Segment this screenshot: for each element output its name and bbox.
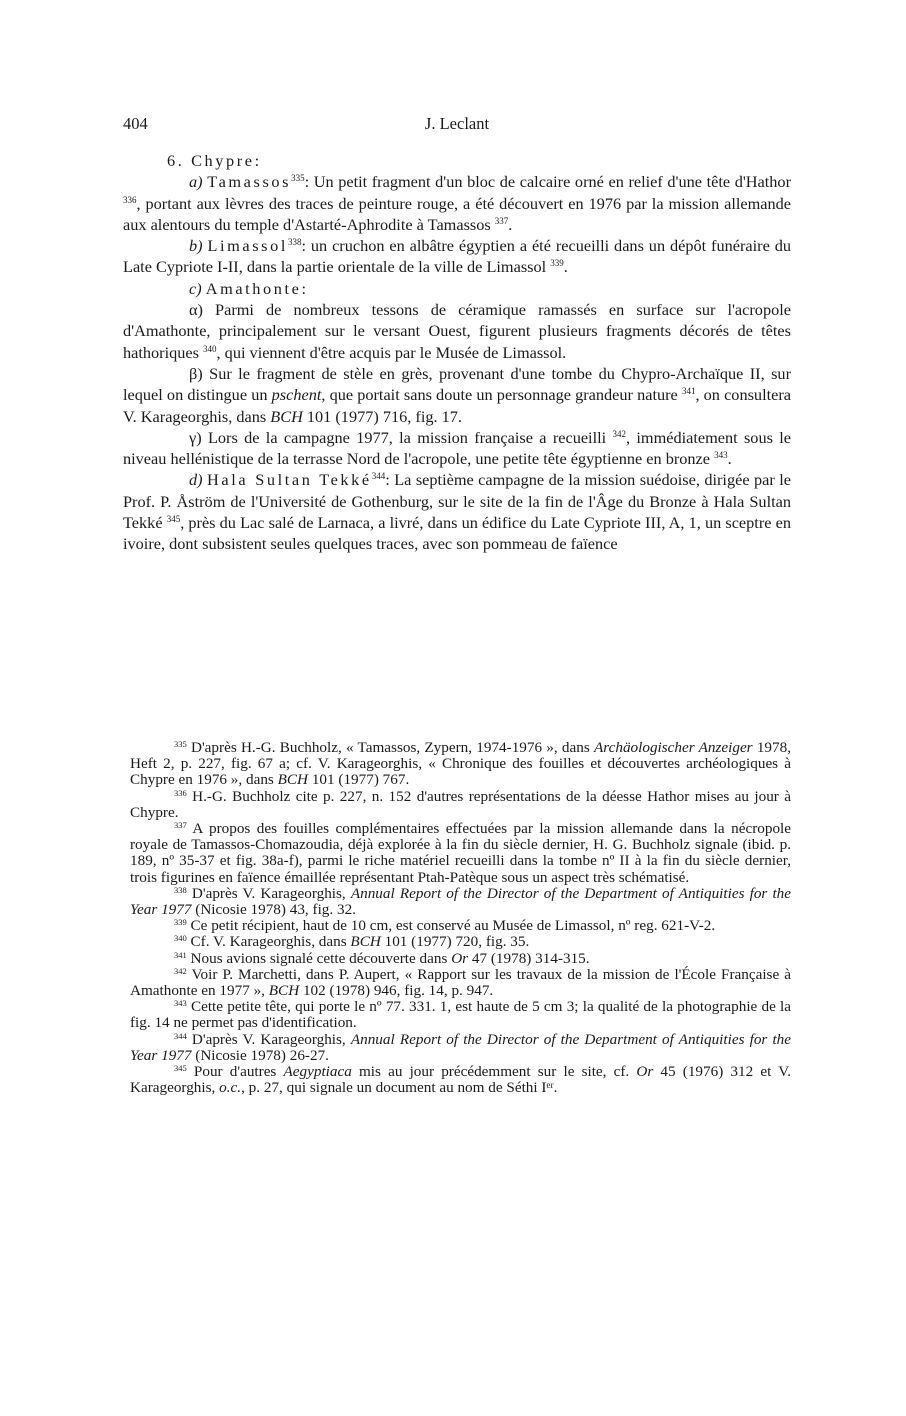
footnote-ref[interactable]: 335 <box>291 173 305 184</box>
footnote-ref[interactable]: 339 <box>550 258 564 269</box>
italic-run: Or <box>636 1063 654 1081</box>
footnote-ref[interactable]: 344 <box>371 471 386 482</box>
footnote-335 <box>130 740 791 789</box>
text-run: 47 (1978) 314-315. <box>468 949 590 967</box>
text-run: 45 (1976) 312 et V. Karageorghis, <box>130 1063 792 1097</box>
footnote-341 <box>130 951 791 967</box>
footnote-number: 345 <box>174 1063 187 1074</box>
footnote-number: 339 <box>174 917 187 928</box>
text-run: H.-G. Buchholz cite p. 227, n. 152 d'autres représentations de la déesse Hathor mises au jour à Chypre. <box>130 787 791 821</box>
footnotes <box>130 740 791 1096</box>
text-run: 101 (1977) 716, fig. 17. <box>302 406 463 426</box>
item-label: γ) <box>189 427 202 447</box>
text-run: Ce petit récipient, haut de 10 cm, est conservé au Musée de Limassol, nº reg. 621-V-2. <box>186 917 716 935</box>
footnote-ref[interactable]: 345 <box>166 514 181 525</box>
footnote-number: 344 <box>174 1030 187 1041</box>
text-run: , immédiatement sous le niveau hellénistique de la terrasse Nord de l'acropole, une petite tête égyptienne en bronze <box>123 427 791 469</box>
text-run: , on consultera V. Karageorghis, dans <box>123 385 791 426</box>
text-run: . <box>727 449 732 469</box>
footnote-345 <box>130 1064 791 1096</box>
paragraph-a <box>123 171 791 235</box>
main-text <box>123 150 791 555</box>
footnote-337 <box>130 821 791 886</box>
text-run: Cf. V. Karageorghis, dans <box>186 933 351 951</box>
italic-run: Or <box>451 949 469 967</box>
text-run: 1978, Heft 2, p. 227, fig. 67 a; cf. V. Karageorghis, « Chronique des fouilles et découvertes archéologiques à Chypre en 1976 », dans <box>130 739 791 789</box>
text-run: Sur le fragment de stèle en grès, provenant d'une tombe du Chypro-Archaïque II, sur lequel on distingue un <box>123 363 791 405</box>
paragraph-b <box>123 235 791 278</box>
place-name: Hala Sultan Tekké <box>207 470 372 490</box>
footnote-ref[interactable]: 338 <box>287 237 302 248</box>
italic-run: Annual Report of the Director of the Department of Antiquities for the Year 1977 <box>130 1030 791 1064</box>
footnote-ref[interactable]: 340 <box>203 343 217 354</box>
footnote-number: 342 <box>174 965 187 976</box>
text-run: D'après H.-G. Buchholz, « Tamassos, Zypern, 1974-1976 », dans <box>186 739 594 756</box>
footnote-342 <box>130 967 791 999</box>
place-name: Tamassos <box>207 172 292 192</box>
text-run: . <box>508 214 513 234</box>
footnote-ref[interactable]: 342 <box>612 428 626 439</box>
text-run: , près du Lac salé de Larnaca, a livré, dans un édifice du Late Cypriote III, A, 1, un sceptre en ivoire, dont subsistent seules quelques traces, avec son pommeau de faïence <box>123 513 791 554</box>
text-run: Nous avions signalé cette découverte dans <box>186 949 452 967</box>
footnote-number: 343 <box>174 998 187 1009</box>
footnote-338 <box>130 886 791 918</box>
footnote-ref[interactable]: 343 <box>714 450 728 461</box>
text-run: , p. 27, qui signale un document au nom de Séthi Iᵉʳ. <box>241 1079 558 1097</box>
italic-run: Archäologischer Anzeiger <box>593 739 753 756</box>
footnote-number: 335 <box>174 739 187 749</box>
item-label: b) <box>189 236 203 256</box>
text-run: 101 (1977) 767. <box>308 771 410 789</box>
text-run: , qui viennent d'être acquis par le Musée de Limassol. <box>216 342 567 362</box>
text-run: , portant aux lèvres des traces de peinture rouge, a été découvert en 1976 par la mission allemande aux alentours du temple d'Astarté-Aphrodite à Tamassos <box>123 193 791 234</box>
page-number: 404 <box>123 114 148 133</box>
paragraph-c-alpha <box>123 299 791 363</box>
place-name: Amathonte <box>205 278 302 298</box>
item-label: d) <box>189 470 203 490</box>
italic-run: pschent <box>271 385 322 405</box>
running-author: J. Leclant <box>424 114 490 133</box>
footnote-number: 341 <box>174 949 187 960</box>
footnote-340 <box>130 934 791 950</box>
text-run: 101 (1977) 720, fig. 35. <box>380 933 530 951</box>
text-run: Cette petite tête, qui porte le nº 77. 331. 1, est haute de 5 cm 3; la qualité de la photographie de la fig. 14 ne permet pas d'identification. <box>130 998 791 1032</box>
paragraph-d <box>123 469 791 554</box>
paragraph-c-beta <box>123 363 791 427</box>
text-run: : La septième campagne de la mission suédoise, dirigée par le Prof. P. Åström de l'Université de Gothenburg, sur le site de la fin de l'Âge du Bronze à Hala Sultan Tekké <box>123 470 792 533</box>
item-label: a) <box>189 172 203 192</box>
text-run: A propos des fouilles complémentaires effectuées par la mission allemande dans la nécropole royale de Tamassos-Chomazoudia, déjà explorée à la fin du siècle dernier, H. G. Buchholz signale (ibid. p. 189, nº 35-37 et fig. 38a-f), parmi le riche matériel recueilli dans la tombe nº II à la fin du siècle dernier, trois figurines en faïence émaillée représentant Ptah-Patèque sous un aspect très schématisé. <box>130 820 791 886</box>
italic-run: Aegyptiaca <box>283 1063 352 1081</box>
italic-run: BCH <box>270 406 303 426</box>
italic-run: BCH <box>350 933 381 951</box>
text-run: . <box>563 257 568 277</box>
italic-run: o.c. <box>219 1079 242 1097</box>
footnote-ref[interactable]: 341 <box>681 386 696 397</box>
text-run: Lors de la campagne 1977, la mission française a recueilli <box>207 427 613 447</box>
italic-run: BCH <box>277 771 309 789</box>
text-run: , que portait sans doute un personnage grandeur nature <box>321 385 682 405</box>
text-run: mis au jour précédemment sur le site, cf. <box>351 1063 637 1081</box>
footnote-number: 337 <box>174 820 187 831</box>
footnote-number: 340 <box>174 933 187 944</box>
place-name: Limassol <box>207 236 288 256</box>
section-heading <box>123 150 791 171</box>
footnote-ref[interactable]: 337 <box>494 215 509 226</box>
footnote-ref[interactable]: 336 <box>123 194 137 205</box>
text-run: Voir P. Marchetti, dans P. Aupert, « Rapport sur les travaux de la mission de l'École Française à Amathonte en 1977 », <box>130 965 791 1000</box>
footnote-number: 338 <box>174 884 187 895</box>
footnote-344 <box>130 1032 791 1064</box>
text-run: Pour d'autres <box>186 1063 284 1081</box>
paragraph-c-gamma <box>123 427 791 470</box>
footnote-343 <box>130 999 791 1031</box>
text-run: (Nicosie 1978) 26-27. <box>191 1046 329 1064</box>
item-label: α) <box>189 300 203 320</box>
footnote-number: 336 <box>174 787 187 798</box>
text-run: D'après V. Karageorghis, <box>186 884 351 902</box>
text-run: Parmi de nombreux tessons de céramique ramassés en surface sur l'acropole d'Amathonte, principalement sur le versant Ouest, figurent plusieurs fragments décorés de têtes hathoriques <box>123 300 791 362</box>
item-label: β) <box>189 363 203 383</box>
text-run: : un cruchon en albâtre égyptien a été recueilli dans un dépôt funéraire du Late Cypriote I-II, dans la partie orientale de la ville de Limassol <box>123 236 791 277</box>
italic-run: Annual Report of the Director of the Department of Antiquities for the Year 1977 <box>130 884 791 919</box>
footnote-339 <box>130 918 791 934</box>
item-label: c) <box>189 278 202 298</box>
text-run: (Nicosie 1978) 43, fig. 32. <box>191 901 356 919</box>
running-header <box>123 114 791 140</box>
section-title: 6. Chypre: <box>167 151 262 170</box>
text-run: D'après V. Karageorghis, <box>186 1030 351 1048</box>
text-run: 102 (1978) 946, fig. 14, p. 947. <box>299 982 494 1000</box>
paragraph-c <box>123 278 791 299</box>
italic-run: BCH <box>268 982 300 1000</box>
footnote-336 <box>130 789 791 821</box>
text-run: : <box>301 278 307 298</box>
text-run: : Un petit fragment d'un bloc de calcaire orné en relief d'une tête d'Hathor <box>304 172 791 192</box>
